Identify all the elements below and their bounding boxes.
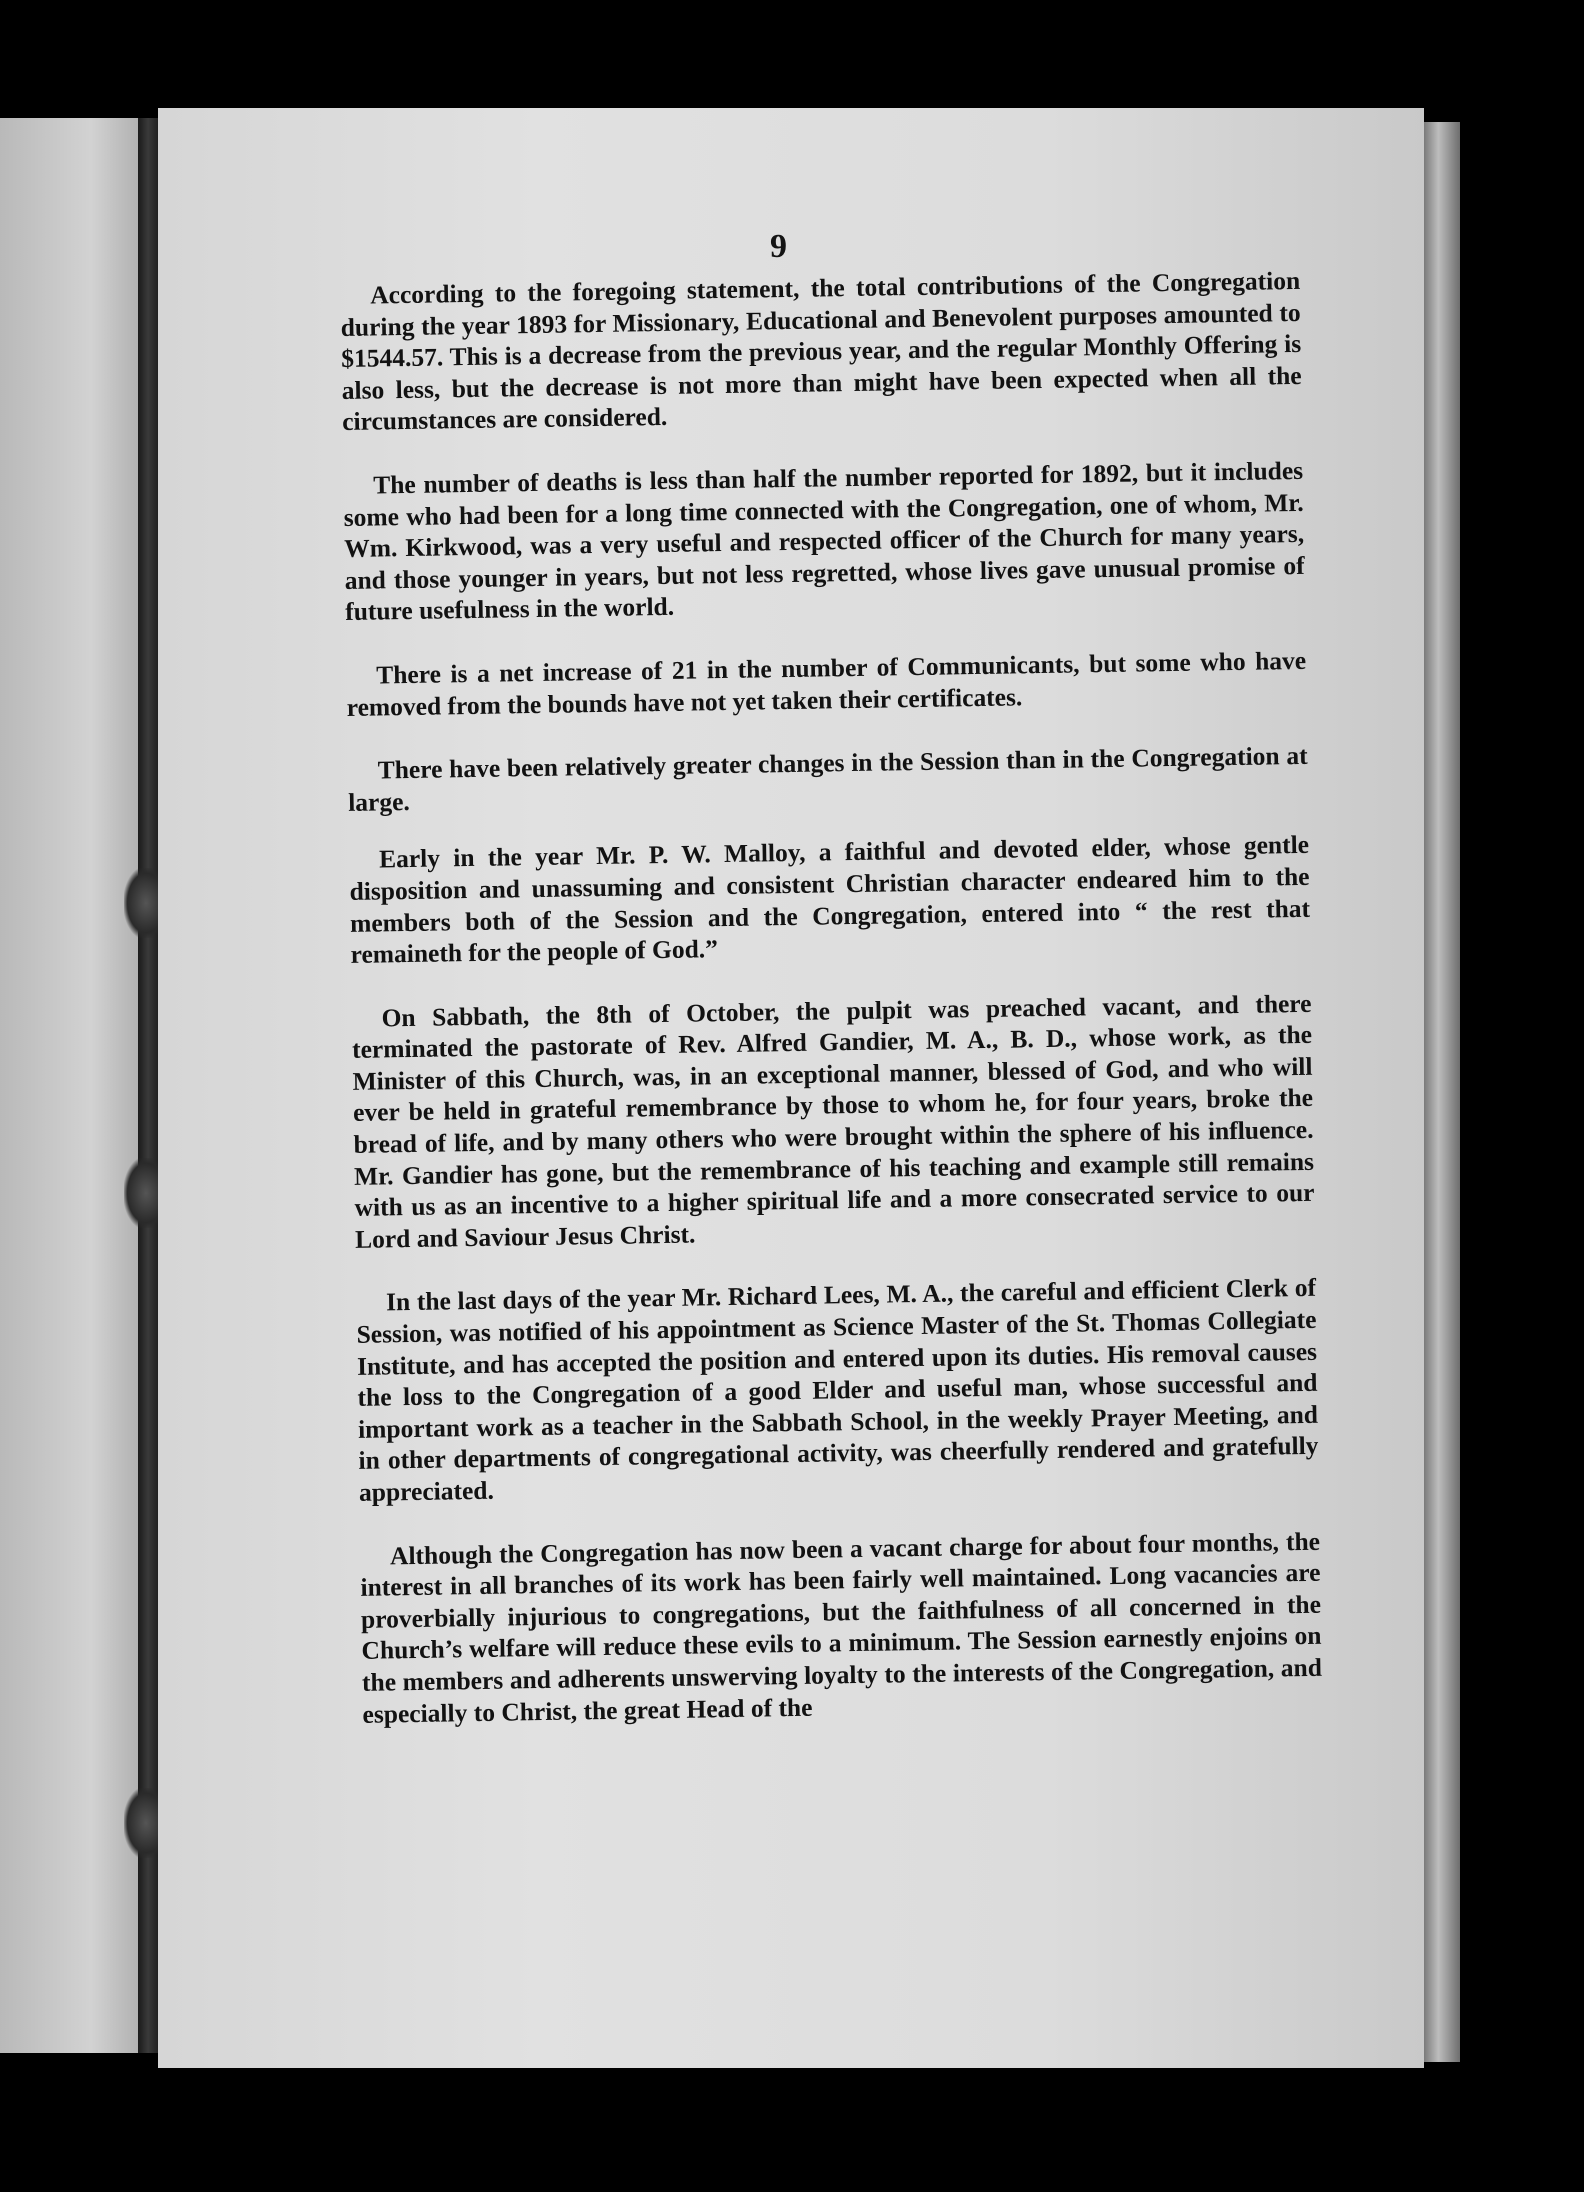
paragraph-session-changes: There have been relatively greater changes in the Session than in the Congregation at large. <box>347 740 1308 817</box>
paragraph-gandier: On Sabbath, the 8th of October, the pulpit was preached vacant, and there terminated the pastorate of Rev. Alfred Gandier, M. A., B. D., whose work, as the Minister of this Church, was, in an exceptional manner, blessed of God, and who will ever be held in grateful remembrance by those to whom he, for four years, broke the bread of life, and by many others who were brought within the sphere of his influence. Mr. Gandier has gone, but the remembrance of his teaching and example still remains with us as an incentive to a higher spiritual life and a more consecrated service to our Lord and Saviour Jesus Christ. <box>351 988 1315 1254</box>
paragraph-vacancy: Although the Congregation has now been a vacant charge for about four months, the interest in all branches of its work has been fairly well maintained. Long vacancies are proverbially injurious to congregations, but the faithfulness of all concerned in the Church’s welfare will reduce these evils to a minimum. The Session earnestly enjoins on the members and adherents unswerving loyalty to the interests of the Congregation, and especially to Christ, the great Head of the <box>360 1526 1323 1729</box>
paragraph-deaths: The number of deaths is less than half the number reported for 1892, but it includes some who had been for a long time connected with the Congregation, one of whom, Mr. Wm. Kirkwood, was a very useful and respected officer of the Church for many years, and those younger in years, but not less regretted, whose lives gave unusual promise of future usefulness in the world. <box>343 455 1305 627</box>
paragraph-communicants: There is a net increase of 21 in the number of Communicants, but some who have removed from the bounds have not yet taken their certificates. <box>346 645 1307 722</box>
left-page-edge <box>0 118 152 2053</box>
page-number: 9 <box>770 228 787 265</box>
book-gutter <box>138 118 158 2053</box>
body-text <box>340 265 1323 1762</box>
paragraph-malloy: Early in the year Mr. P. W. Malloy, a faithful and devoted elder, whose gentle disposition and unassuming and consistent Christian character endeared him to the members both of the Session and the Congregation, entered into “ the rest that remaineth for the people of God.” <box>349 830 1311 970</box>
paragraph-contributions: According to the foregoing statement, the total contributions of the Congregation during the year 1893 for Missionary, Educational and Benevolent purposes amounted to $1544.57. This is a decrease from the previous year, and the regular Monthly Offering is also less, but the decrease is not more than might have been expected when all the circumstances are considered. <box>340 265 1302 437</box>
paragraph-lees: In the last days of the year Mr. Richard Lees, M. A., the careful and efficient Clerk of Session, was notified of his appointment as Science Master of the St. Thomas Collegiate Institute, and has accepted the position and entered upon its duties. His removal causes the loss to the Congregation of a good Elder and useful man, whose successful and important work as a teacher in the Sabbath School, in the weekly Prayer Meeting, and in other departments of congregational activity, was cheerfully rendered and gratefully appreciated. <box>356 1273 1319 1507</box>
page-stack-edge <box>1424 122 1460 2062</box>
